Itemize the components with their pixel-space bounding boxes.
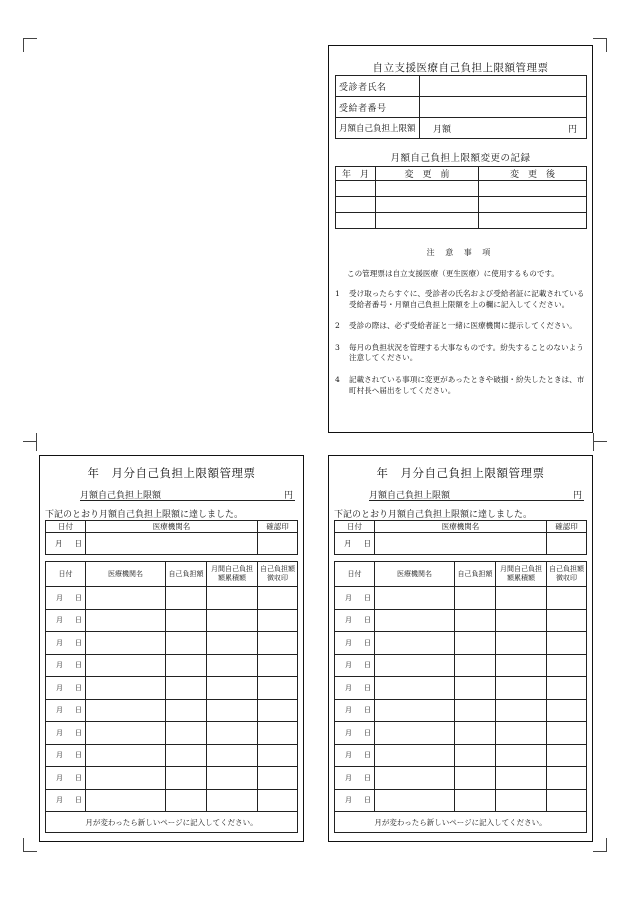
record-date-cell[interactable]: 月 日 [335,789,375,812]
limit-reached-note: 下記のとおり月額自己負担上限額に達しました。 [334,510,533,520]
record-cumulative-cell[interactable] [207,677,258,700]
record-institution-cell[interactable] [86,587,166,610]
note-text: 受け取ったらすぐに、受診者の氏名および受給者証に記載されている受給者番号・月額自己負担上限額を上の欄に記入してください。 [349,289,585,309]
recipient-info-table [335,75,587,139]
confirm-header-date: 日付 [46,521,86,533]
record-date-cell[interactable]: 月 日 [335,744,375,767]
record-date-cell[interactable]: 月 日 [46,767,86,790]
record-institution-cell[interactable] [86,744,166,767]
confirm-date-cell[interactable]: 月 日 [46,533,86,555]
record-header-date: 日付 [46,562,86,587]
record-institution-cell[interactable] [375,587,455,610]
record-seal-cell[interactable] [547,609,587,632]
crop-mark-middle-left [23,441,37,455]
confirm-header-seal: 確認印 [258,521,298,533]
record-date-cell[interactable]: 月 日 [335,654,375,677]
table-row [46,632,298,655]
record-seal-cell[interactable] [547,789,587,812]
table-row [335,744,587,767]
record-copay-cell[interactable] [455,654,496,677]
note-item [335,375,585,396]
record-copay-cell[interactable] [166,677,207,700]
table-row [335,632,587,655]
note-number: 3 [335,342,340,352]
monthly-card-right [328,455,593,842]
confirm-institution-cell[interactable] [86,533,258,555]
table-row [46,767,298,790]
crop-mark-bottom-right [593,838,607,852]
record-cumulative-cell[interactable] [496,632,547,655]
record-date-cell[interactable]: 月 日 [46,699,86,722]
record-cumulative-cell[interactable] [496,767,547,790]
table-row [46,609,298,632]
record-copay-cell[interactable] [455,609,496,632]
patient-name-field[interactable] [420,76,587,97]
notes-title: 注 意 事 項 [426,248,495,257]
monthly-limit-label: 月額自己負担上限額 [80,491,162,501]
monthly-limit-field[interactable] [420,118,587,139]
record-seal-cell[interactable] [547,677,587,700]
record-institution-cell[interactable] [86,767,166,790]
note-item [335,289,585,310]
record-copay-cell[interactable] [455,744,496,767]
record-date-cell[interactable]: 月 日 [46,654,86,677]
record-header-seal: 自己負担額徴収印 [258,562,298,587]
monthly-card-title: 年 月分自己負担上限額管理票 [376,466,545,480]
table-row [335,789,587,812]
monthly-record-table [45,561,298,833]
record-institution-cell[interactable] [375,654,455,677]
table-row [46,654,298,677]
record-copay-cell[interactable] [455,789,496,812]
record-cumulative-cell[interactable] [207,654,258,677]
record-cumulative-cell[interactable] [496,722,547,745]
crop-mark-top-right [593,38,607,52]
record-seal-cell[interactable] [547,632,587,655]
note-number: 1 [335,289,340,298]
table-row [46,699,298,722]
record-institution-cell[interactable] [375,767,455,790]
record-copay-cell[interactable] [455,677,496,700]
monthly-limit-line[interactable] [369,488,584,501]
change-record-title: 月額自己負担上限額変更の記録 [390,153,531,164]
management-card-cover [328,45,593,433]
record-header-copay: 自己負担額 [166,562,207,587]
record-header-copay: 自己負担額 [455,562,496,587]
change-cell[interactable] [336,181,376,197]
confirm-seal-cell[interactable] [547,533,587,555]
record-seal-cell[interactable] [547,587,587,610]
note-number: 4 [335,374,340,384]
record-cumulative-cell[interactable] [496,677,547,700]
record-cumulative-cell[interactable] [496,587,547,610]
table-row [335,609,587,632]
record-seal-cell[interactable] [258,677,298,700]
record-cumulative-cell[interactable] [496,789,547,812]
card-title: 自立支援医療自己負担上限額管理票 [372,62,549,74]
record-seal-cell[interactable] [547,722,587,745]
crop-mark-top-left [23,38,37,52]
monthly-limit-unit: 円 [567,124,577,135]
record-seal-cell[interactable] [258,632,298,655]
record-header-seal: 自己負担額徴収印 [547,562,587,587]
record-date-cell[interactable]: 月 日 [335,677,375,700]
monthly-footer-note: 月が変わったら新しいページに記入してください。 [335,812,587,833]
monthly-limit-unit: 円 [283,491,293,501]
record-copay-cell[interactable] [455,699,496,722]
confirmation-table [45,520,298,555]
note-text: 受診の際は、必ず受給者証と一緒に医療機関に提示してください。 [349,321,577,331]
record-copay-cell[interactable] [166,722,207,745]
record-copay-cell[interactable] [166,789,207,812]
record-seal-cell[interactable] [258,654,298,677]
record-seal-cell[interactable] [547,654,587,677]
record-seal-cell[interactable] [258,699,298,722]
record-cumulative-cell[interactable] [207,699,258,722]
limit-reached-note: 下記のとおり月額自己負担上限額に達しました。 [45,510,244,520]
record-date-cell[interactable]: 月 日 [46,677,86,700]
record-date-cell[interactable]: 月 日 [335,632,375,655]
record-copay-cell[interactable] [166,699,207,722]
change-cell[interactable] [376,213,479,229]
table-row [335,654,587,677]
confirm-header-seal: 確認印 [547,521,587,533]
monthly-footer-note: 月が変わったら新しいページに記入してください。 [46,812,298,833]
confirm-header-date: 日付 [335,521,375,533]
recipient-number-field[interactable] [420,97,587,118]
note-item [335,343,585,364]
record-institution-cell[interactable] [86,654,166,677]
change-row [336,197,587,213]
record-institution-cell[interactable] [375,744,455,767]
record-date-cell[interactable]: 月 日 [335,609,375,632]
recipient-number-label: 受給者番号 [336,97,420,118]
confirmation-table [334,520,587,555]
note-number: 2 [335,321,340,331]
record-cumulative-cell[interactable] [496,654,547,677]
record-date-cell[interactable]: 月 日 [335,587,375,610]
change-cell[interactable] [479,213,587,229]
crop-mark-middle-right-v [593,433,594,451]
record-cumulative-cell[interactable] [207,722,258,745]
record-institution-cell[interactable] [86,722,166,745]
monthly-limit-label: 月額自己負担上限額 [336,118,420,139]
change-cell[interactable] [376,181,479,197]
record-cumulative-cell[interactable] [207,767,258,790]
record-seal-cell[interactable] [258,767,298,790]
record-header-date: 日付 [335,562,375,587]
note-text: 記載されている事項に変更があったときや破損・紛失したときは、市町村長へ届出をしてください。 [349,374,585,395]
change-cell[interactable] [336,197,376,213]
record-copay-cell[interactable] [166,744,207,767]
change-record-table [335,166,587,229]
crop-mark-bottom-left [23,838,37,852]
record-cumulative-cell[interactable] [496,609,547,632]
record-institution-cell[interactable] [86,632,166,655]
record-cumulative-cell[interactable] [207,609,258,632]
record-institution-cell[interactable] [375,609,455,632]
record-seal-cell[interactable] [547,744,587,767]
record-institution-cell[interactable] [375,632,455,655]
record-cumulative-cell[interactable] [207,632,258,655]
record-cumulative-cell[interactable] [207,587,258,610]
record-seal-cell[interactable] [258,722,298,745]
table-row [46,677,298,700]
record-institution-cell[interactable] [375,722,455,745]
monthly-card-title: 年 月分自己負担上限額管理票 [87,466,256,480]
record-date-cell[interactable]: 月 日 [46,632,86,655]
note-item [335,321,585,332]
change-header-date: 年 月 [336,167,376,181]
record-cumulative-cell[interactable] [207,744,258,767]
change-cell[interactable] [479,197,587,213]
record-header-institution: 医療機関名 [86,562,166,587]
record-date-cell[interactable]: 月 日 [46,609,86,632]
monthly-limit-line[interactable] [80,488,295,501]
record-copay-cell[interactable] [166,632,207,655]
record-institution-cell[interactable] [375,789,455,812]
crop-mark-middle-left-v [36,433,37,451]
record-header-cumulative: 月間自己負担額累積額 [207,562,258,587]
table-row [46,789,298,812]
record-institution-cell[interactable] [86,609,166,632]
record-cumulative-cell[interactable] [496,744,547,767]
change-header-before: 変 更 前 [376,167,479,181]
monthly-limit-label: 月額自己負担上限額 [369,491,451,501]
monthly-card-left [39,455,304,842]
table-row [335,587,587,610]
confirm-seal-cell[interactable] [258,533,298,555]
change-row [336,181,587,197]
record-date-cell[interactable]: 月 日 [335,722,375,745]
record-copay-cell[interactable] [455,722,496,745]
record-institution-cell[interactable] [375,677,455,700]
record-copay-cell[interactable] [455,632,496,655]
monthly-record-table [334,561,587,833]
table-row [335,767,587,790]
table-row [335,722,587,745]
record-institution-cell[interactable] [86,677,166,700]
change-header-after: 変 更 後 [479,167,587,181]
record-date-cell[interactable]: 月 日 [46,744,86,767]
record-copay-cell[interactable] [166,767,207,790]
record-date-cell[interactable]: 月 日 [335,699,375,722]
record-institution-cell[interactable] [86,699,166,722]
record-cumulative-cell[interactable] [207,789,258,812]
record-institution-cell[interactable] [375,699,455,722]
record-header-cumulative: 月間自己負担額累積額 [496,562,547,587]
table-row [46,744,298,767]
table-row [335,677,587,700]
record-institution-cell[interactable] [86,789,166,812]
record-seal-cell[interactable] [547,699,587,722]
monthly-limit-unit: 円 [572,491,582,501]
confirm-header-institution: 医療機関名 [375,521,547,533]
record-seal-cell[interactable] [258,587,298,610]
record-seal-cell[interactable] [258,609,298,632]
table-row [46,587,298,610]
record-date-cell[interactable]: 月 日 [335,767,375,790]
record-copay-cell[interactable] [166,587,207,610]
record-copay-cell[interactable] [166,654,207,677]
confirm-institution-cell[interactable] [375,533,547,555]
record-date-cell[interactable]: 月 日 [46,722,86,745]
change-cell[interactable] [376,197,479,213]
change-row [336,213,587,229]
confirm-header-institution: 医療機関名 [86,521,258,533]
record-header-institution: 医療機関名 [375,562,455,587]
record-seal-cell[interactable] [547,767,587,790]
patient-name-label: 受診者氏名 [336,76,420,97]
crop-mark-middle-right [593,441,607,455]
confirm-date-cell[interactable]: 月 日 [335,533,375,555]
note-text: 毎月の負担状況を管理する大事なものです。紛失することのないよう注意してください。 [349,342,584,363]
notes-list [335,289,585,407]
record-copay-cell[interactable] [166,609,207,632]
notes-intro: この管理票は自立支援医療（更生医療）に使用するものです。 [347,269,560,278]
change-cell[interactable] [336,213,376,229]
record-cumulative-cell[interactable] [496,699,547,722]
record-copay-cell[interactable] [455,767,496,790]
record-seal-cell[interactable] [258,744,298,767]
record-date-cell[interactable]: 月 日 [46,587,86,610]
change-cell[interactable] [479,181,587,197]
table-row [335,699,587,722]
record-copay-cell[interactable] [455,587,496,610]
record-seal-cell[interactable] [258,789,298,812]
table-row [46,722,298,745]
record-date-cell[interactable]: 月 日 [46,789,86,812]
monthly-limit-prefix: 月額 [433,124,452,135]
